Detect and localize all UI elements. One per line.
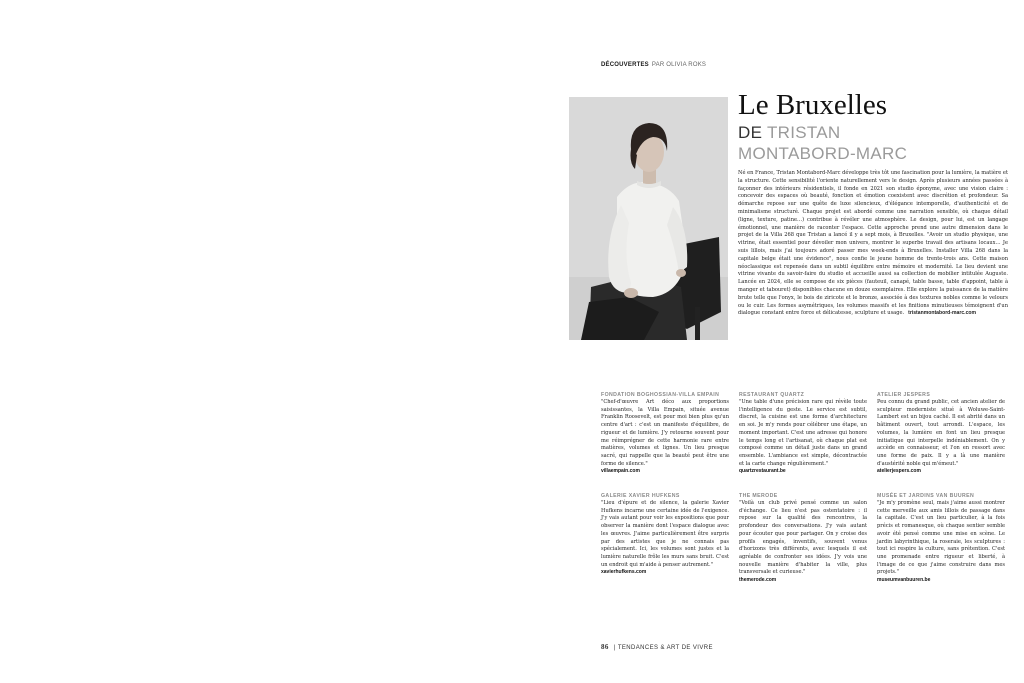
address-text: Peu connu du grand public, cet ancien atelier de sculpteur moderniste situé à Woluwe-Saint-Lambert est un bijou caché. Il est abrité dans un bâtiment ouvert, tout arrondi. L'espace, les volumes, la lumière en font un lieu presque initiatique qui interpelle indéniablement. On y accède en connaisseur, et l'on en ressort avec une forme de paix. Il y a là une manière d'austérité noble qui m'émeut." <box>877 399 1005 467</box>
address-title: RESTAURANT QUARTZ <box>739 392 805 398</box>
address-title: THE MERODE <box>739 493 778 499</box>
address-musee-van-buuren <box>877 493 1005 583</box>
address-restaurant-quartz <box>739 392 867 474</box>
address-url[interactable]: themerode.com <box>739 577 777 584</box>
address-url[interactable]: xavierhufkens.com <box>601 569 647 576</box>
address-url[interactable]: museumvanbuuren.be <box>877 577 931 584</box>
address-the-merode <box>739 493 867 583</box>
address-galerie-xavier-hufkens <box>601 493 729 575</box>
address-text: "Une table d'une précision rare qui révèle toute l'intelligence du geste. Le service est subtil, discret, la cuisine est une forme d'architecture en soi. Je m'y rends pour célébrer une étape, un moment important. C'est une adresse qui honore le temps long et l'artisanat, où chaque plat est composé comme un détail juste dans un grand ensemble. L'ambiance est simple, décontractée et la carte change régulièrement." <box>739 399 867 467</box>
page-footer <box>601 643 713 651</box>
portrait-image <box>569 97 728 340</box>
address-title: ATELIER JESPERS <box>877 392 931 398</box>
address-url[interactable]: quartzrestaurant.be <box>739 468 786 475</box>
designer-website[interactable]: tristanmontabord-marc.com <box>908 310 977 317</box>
address-url[interactable]: villaempain.com <box>601 468 640 475</box>
address-title: FONDATION BOGHOSSIAN-VILLA EMPAIN <box>601 392 720 398</box>
address-fondation-boghossian <box>601 392 729 474</box>
address-url[interactable]: atelierjespers.com <box>877 468 921 475</box>
address-text: "Je m'y promène seul, mais j'aime aussi montrer cette merveille aux amis lillois de passage dans la capitale. C'est un lieu particulier, à la fois précis et romanesque, où chaque sentier semble avoir été pensé comme une mise en scène. Le jardin labyrinthique, la roseraie, les sculptures : tout ici respire la culture, sans prétention. C'est une promenade entre rigueur et liberté, à l'image de ce que j'aime construire dans mes projets." <box>877 500 1005 576</box>
author-byline: PAR OLIVIA ROKS <box>651 62 707 68</box>
intro-paragraph <box>738 170 1008 318</box>
magazine-name: TENDANCES & ART DE VIVRE <box>617 645 713 651</box>
address-text: "Chef-d'œuvre Art déco aux proportions saisissantes, la Villa Empain, située avenue Franklin Roosevelt, est pour moi bien plus qu'un centre d'art : c'est un manifeste d'équilibre, de rigueur et de lumière. J'y retourne souvent pour me réimprégner de cette harmonie rare entre matières, volumes et lignes. Un lieu presque sacré, qui rappelle que la beauté peut être une forme de silence." <box>601 399 729 467</box>
page-number: 86 <box>601 643 609 651</box>
portrait-photo <box>569 97 728 340</box>
headline-subtitle <box>738 122 907 164</box>
address-text: "Voilà un club privé pensé comme un salon d'échange. Ce lieu n'est pas ostentatoire : il repose sur la qualité des rencontres, la profondeur des conversations. J'y vais autant pour écouter que pour partager. On y croise des profils engagés, inventifs, souvent venus d'horizons très différents, avec lesquels il est agréable de confronter ses idées. J'y vois une nouvelle manière d'habiter la ville, plus transversale et curieuse." <box>739 500 867 576</box>
section-kicker <box>601 62 706 68</box>
section-name: DÉCOUVERTES <box>601 62 649 68</box>
intro-text: Né en France, Tristan Montabord-Marc développe très tôt une fascination pour la lumière, la matière et la structure. Cette sensibilité l'oriente naturellement vers le design. Après plusieurs années passées à façonner des intérieurs résidentiels, il fonde en 2021 son studio éponyme, avec une vision claire : concevoir des espaces où beauté, fonction et émotion coexistent avec discrétion et profondeur. Sa démarche repose sur une quête de luxe silencieux, d'élégance intemporelle, d'authenticité et de minimalisme structuré. Chaque projet est abordé comme une narration sensible, où chaque détail (ligne, texture, patine…) contribue à révéler une atmosphère. Le design, pour lui, est un langage émotionnel, une manière de raconter l'espace. Cette approche prend une autre dimension dans le projet de la Villa 268 que Tristan a lancé il y a sept mois, à Bruxelles. "Avoir un studio physique, une vitrine, était essentiel pour dévoiler mon univers, montrer le superbe travail des artisans locaux… Je suis lillois, mais j'ai toujours adoré passer mes week-ends à Bruxelles. Installer Villa 268 dans la capitale belge était une évidence", nous confie le jeune homme de trente-trois ans. Cette maison néoclassique est repensée dans un subtil équilibre entre mémoire et modernité. Le lieu devient une vitrine vivante du savoir-faire du studio et accueille aussi sa collection de mobilier intitulée Auguste. Lancée en 2024, elle se compose de six pièces (fauteuil, canapé, table basse, table d'appoint, table à manger et tabouret) disponibles chacune en douze exemplaires. Elle explore la puissance de la matière brute telle que l'onyx, le bois de ziricote et le bronze, associée à des textures nobles comme le velours ou le cuir. Les formes asymétriques, les volumes massifs et les finitions minutieuses témoignent d'un dialogue constant entre force et délicatesse, sculpture et usage. <box>738 170 1008 317</box>
address-text: "Lieu d'épure et de silence, la galerie Xavier Hufkens incarne une certaine idée de l'exigence. J'y vais autant pour voir les expositions que pour observer la manière dont l'espace dialogue avec les œuvres. J'aime particulièrement être surpris par des artistes que je ne connais pas spécialement. Ici, les volumes sont justes et la lumière naturelle frôle les murs sans bruit. C'est un endroit qui m'aide à penser autrement." <box>601 500 729 568</box>
title-name-last: MONTABORD-MARC <box>738 144 908 163</box>
address-title: MUSÉE ET JARDINS VAN BUUREN <box>877 493 975 499</box>
title-de: DE <box>738 123 763 142</box>
headline: Le Bruxelles <box>738 89 887 121</box>
address-title: GALERIE XAVIER HUFKENS <box>601 493 680 499</box>
folio-separator: | <box>613 645 616 651</box>
title-name-first: TRISTAN <box>766 123 841 142</box>
address-atelier-jespers <box>877 392 1005 474</box>
